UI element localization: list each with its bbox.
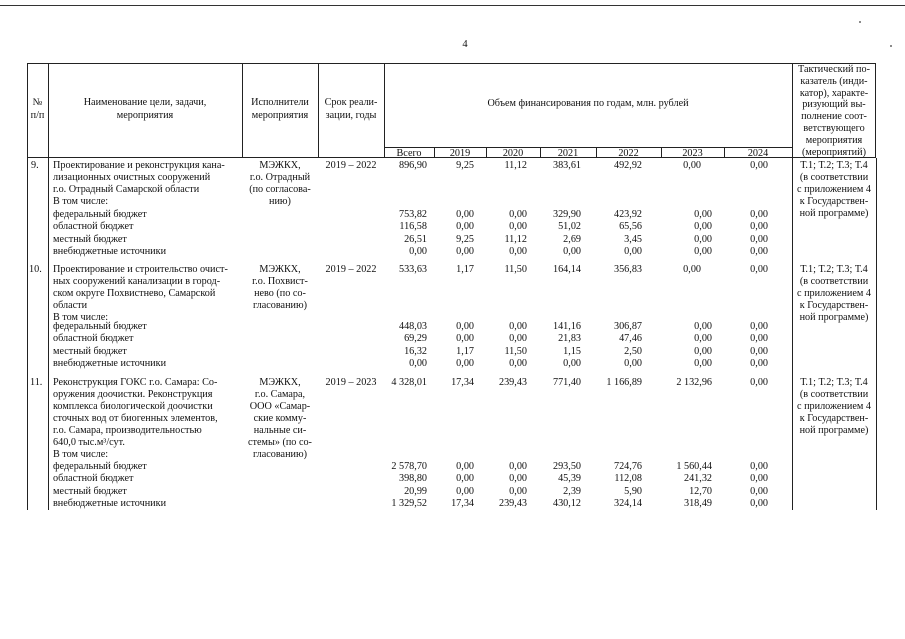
cell-2024: 0,00: [750, 246, 768, 258]
year-header-2023: 2023: [682, 148, 703, 159]
row-executor-line: стемы» (по со-: [248, 437, 312, 448]
row-title-line: ных сооружений канализации в город-: [53, 276, 221, 287]
col-header-period: Срок реали- зации, годы: [324, 97, 378, 121]
table-header: [27, 63, 876, 158]
col-header-indicator: Тактический по- казатель (инди- катор), характе- ризующий вы- полнение соот- ветствующего мероприятия (мероприятий): [798, 64, 870, 158]
cell-2023: 0,00: [683, 264, 701, 275]
row-executor-line: нево (по со-: [254, 288, 306, 299]
row-number: 9.: [31, 160, 39, 171]
cell-2020: 239,43: [498, 498, 527, 510]
row-title-line: комплекса биологической доочистки: [53, 401, 213, 412]
row-title-line: г.о. Самара, производительностью: [53, 425, 202, 436]
year-header-2019: 2019: [449, 148, 471, 159]
row-executor-line: МЭЖКХ,: [259, 160, 301, 171]
row-executor-line: МЭЖКХ,: [259, 377, 301, 388]
cell-total: 116,58: [399, 221, 427, 233]
cell-2024: 0,00: [750, 209, 768, 220]
cell-2022: 1 166,89: [606, 377, 642, 388]
cell-2023: 2 132,96: [676, 377, 712, 388]
cell-total: 26,51: [404, 233, 427, 245]
cell-2024: 0,00: [750, 377, 768, 388]
cell-2020: 0,00: [509, 321, 527, 332]
cell-2023: 0,00: [694, 345, 712, 357]
cell-2020: 0,00: [509, 358, 527, 370]
row-number: 11.: [30, 377, 43, 388]
cell-2024: 0,00: [750, 498, 768, 510]
row-executor-line: нальные си-: [253, 425, 307, 436]
cell-2021: 0,00: [563, 358, 581, 370]
year-header-2022: 2022: [618, 148, 639, 159]
row-indicator-line: с приложением 4: [797, 288, 871, 299]
source-label: областной бюджет: [53, 221, 134, 233]
cell-2023: 0,00: [694, 333, 712, 345]
cell-total: 533,63: [398, 264, 427, 275]
cell-2020: 0,00: [509, 461, 527, 472]
source-label: внебюджетные источники: [53, 246, 167, 258]
cell-2022: 0,00: [624, 358, 642, 370]
row-executor-line: ООО «Самар-: [249, 401, 311, 412]
cell-2024: 0,00: [750, 473, 768, 485]
year-header-2020: 2020: [502, 148, 524, 159]
cell-total: 16,32: [404, 345, 427, 357]
row-period: 2019 – 2022: [325, 160, 377, 171]
cell-2021: 0,00: [563, 246, 581, 258]
row-title-line: области: [53, 300, 88, 311]
cell-2021: 2,69: [563, 233, 581, 245]
cell-total: 896,90: [398, 160, 427, 171]
row-indicator-line: с приложением 4: [797, 401, 871, 412]
cell-2021: 51,02: [558, 221, 581, 233]
cell-2019: 0,00: [456, 209, 474, 220]
cell-2022: 2,50: [624, 345, 642, 357]
cell-2024: 0,00: [750, 485, 768, 497]
source-label: внебюджетные источники: [53, 498, 167, 510]
row-title-line: оружения доочистки. Реконструкция: [53, 389, 213, 400]
row-indicator-line: ной программе): [799, 425, 869, 436]
row-indicator-line: Т.1; Т.2; Т.3; Т.4: [800, 377, 868, 388]
row-executor-line: нию): [269, 196, 291, 207]
cell-2020: 11,50: [504, 264, 527, 275]
cell-2023: 0,00: [683, 160, 701, 171]
cell-total: 0,00: [409, 358, 427, 370]
col-divider: [384, 63, 385, 158]
cell-total: 753,82: [398, 209, 427, 220]
row-indicator-line: (в соответствии: [799, 172, 869, 183]
cell-2020: 0,00: [509, 221, 527, 233]
cell-2021: 2,39: [563, 485, 581, 497]
cell-2019: 0,00: [456, 246, 474, 258]
page-number: 4: [462, 39, 468, 50]
cell-2024: 0,00: [750, 333, 768, 345]
row-executor-line: (по согласова-: [249, 184, 311, 195]
cell-2023: 0,00: [694, 233, 712, 245]
cell-2019: 1,17: [456, 345, 474, 357]
cell-total: 69,29: [404, 333, 427, 345]
row-indicator-line: ной программе): [799, 208, 869, 219]
cell-2024: 0,00: [750, 345, 768, 357]
cell-2019: 0,00: [456, 461, 474, 472]
cell-2022: 5,90: [624, 485, 642, 497]
col-header-executors: Исполнители мероприятия: [251, 97, 309, 121]
cell-total: 0,00: [409, 246, 427, 258]
cell-total: 448,03: [398, 321, 427, 332]
source-label: федеральный бюджет: [53, 321, 147, 332]
row-title-line: ском округе Похвистнево, Самарской: [53, 288, 216, 299]
cell-2021: 293,50: [552, 461, 581, 472]
row-executor-line: г.о. Отрадный: [249, 172, 311, 183]
row-indicator-line: с приложением 4: [797, 184, 871, 195]
row-executor-line: МЭЖКХ,: [259, 264, 301, 275]
cell-total: 2 578,70: [391, 461, 427, 472]
cell-2022: 306,87: [613, 321, 642, 332]
cell-2021: 141,16: [552, 321, 581, 332]
row-indicator-line: (в соответствии: [799, 276, 869, 287]
col-header-financing: Объем финансирования по годам, млн. рублей: [487, 98, 689, 109]
cell-2021: 1,15: [563, 345, 581, 357]
row-title-line: г.о. Отрадный Самарской области: [53, 184, 200, 195]
row-title-line: сточных вод от биогенных элементов,: [53, 413, 218, 424]
row-indicator-line: (в соответствии: [799, 389, 869, 400]
cell-2019: 0,00: [456, 358, 474, 370]
cell-2021: 164,14: [552, 264, 581, 275]
cell-2024: 0,00: [750, 321, 768, 332]
cell-2023: 0,00: [694, 246, 712, 258]
row-number: 10.: [29, 264, 42, 275]
source-label: федеральный бюджет: [53, 209, 147, 220]
cell-2019: 0,00: [456, 473, 474, 485]
cell-2019: 0,00: [456, 321, 474, 332]
cell-2021: 45,39: [558, 473, 581, 485]
cell-2022: 492,92: [613, 160, 642, 171]
cell-2023: 12,70: [689, 485, 712, 497]
cell-2023: 318,49: [683, 498, 712, 510]
cell-2022: 423,92: [613, 209, 642, 220]
row-period: 2019 – 2023: [325, 377, 377, 388]
row-indicator-line: к Государствен-: [799, 300, 869, 311]
cell-2023: 241,32: [683, 473, 712, 485]
row-title-line: 640,0 тыс.м³/сут.: [53, 437, 125, 448]
row-executor-line: гласованию): [253, 300, 307, 311]
year-header-2024: 2024: [747, 148, 769, 159]
body-col-line: [48, 158, 49, 510]
cell-2020: 0,00: [509, 333, 527, 345]
cell-2019: 17,34: [451, 498, 474, 510]
row-subtitle: В том числе:: [53, 312, 109, 323]
row-indicator-line: Т.1; Т.2; Т.3; Т.4: [800, 264, 868, 275]
cell-2020: 0,00: [509, 485, 527, 497]
scan-speck: [859, 21, 861, 23]
cell-2019: 0,00: [456, 333, 474, 345]
row-indicator-line: к Государствен-: [799, 413, 869, 424]
row-title-line: Проектирование и строительство очист-: [53, 264, 228, 275]
cell-2023: 0,00: [694, 209, 712, 220]
cell-2024: 0,00: [750, 160, 768, 171]
cell-2020: 11,12: [504, 160, 527, 171]
cell-2019: 17,34: [451, 377, 474, 388]
row-title-line: лизационных очистных сооружений: [53, 172, 211, 183]
cell-2023: 0,00: [694, 221, 712, 233]
row-indicator-line: к Государствен-: [799, 196, 869, 207]
cell-total: 20,99: [404, 485, 427, 497]
cell-2022: 324,14: [613, 498, 642, 510]
row-indicator-line: ной программе): [799, 312, 869, 323]
cell-2020: 11,12: [504, 233, 527, 245]
cell-total: 1 329,52: [391, 498, 427, 510]
cell-2020: 11,50: [504, 345, 527, 357]
cell-2024: 0,00: [750, 221, 768, 233]
cell-2022: 112,08: [614, 473, 642, 485]
cell-2020: 239,43: [498, 377, 527, 388]
source-label: областной бюджет: [53, 333, 134, 345]
cell-total: 398,80: [398, 473, 427, 485]
row-executor-line: г.о. Похвист-: [252, 276, 308, 287]
row-executor-line: ские комму-: [253, 413, 307, 424]
cell-2022: 65,56: [619, 221, 642, 233]
cell-2021: 21,83: [558, 333, 581, 345]
source-label: местный бюджет: [53, 345, 127, 357]
row-executor-line: гласованию): [253, 449, 307, 460]
cell-total: 4 328,01: [391, 377, 427, 388]
cell-2021: 329,90: [552, 209, 581, 220]
cell-2020: 0,00: [509, 209, 527, 220]
cell-2022: 3,45: [624, 233, 642, 245]
cell-2024: 0,00: [750, 461, 768, 472]
col-header-name: Наименование цели, задачи, мероприятия: [83, 97, 207, 121]
scan-top-edge: [0, 5, 905, 6]
year-header-2021: 2021: [557, 148, 579, 159]
cell-2019: 9,25: [456, 233, 474, 245]
cell-2023: 0,00: [694, 321, 712, 332]
cell-2021: 771,40: [552, 377, 581, 388]
cell-2019: 9,25: [456, 160, 474, 171]
row-title-line: Реконструкция ГОКС г.о. Самара: Со-: [53, 377, 218, 388]
cell-2022: 47,46: [619, 333, 642, 345]
row-title-line: Проектирование и реконструкция кана-: [53, 160, 225, 171]
row-subtitle: В том числе:: [53, 449, 109, 460]
col-header-number: № п/п: [30, 97, 45, 121]
source-label: внебюджетные источники: [53, 358, 167, 370]
body-col-line: [27, 158, 28, 510]
cell-2024: 0,00: [750, 358, 768, 370]
source-label: областной бюджет: [53, 473, 134, 485]
cell-2022: 0,00: [624, 246, 642, 258]
cell-2019: 0,00: [456, 485, 474, 497]
scan-speck: [890, 45, 892, 47]
cell-2021: 383,61: [552, 160, 581, 171]
source-label: федеральный бюджет: [53, 461, 147, 472]
row-executor-line: г.о. Самара,: [254, 389, 306, 400]
cell-2020: 0,00: [509, 246, 527, 258]
cell-2023: 1 560,44: [676, 461, 712, 472]
cell-2022: 724,76: [613, 461, 642, 472]
row-indicator-line: Т.1; Т.2; Т.3; Т.4: [800, 160, 868, 171]
cell-2019: 1,17: [456, 264, 474, 275]
row-period: 2019 – 2022: [325, 264, 377, 275]
cell-2019: 0,00: [456, 221, 474, 233]
source-label: местный бюджет: [53, 485, 127, 497]
cell-2020: 0,00: [509, 473, 527, 485]
cell-2023: 0,00: [694, 358, 712, 370]
body-col-line: [876, 158, 877, 510]
source-label: местный бюджет: [53, 233, 127, 245]
row-subtitle: В том числе:: [53, 196, 109, 207]
cell-2024: 0,00: [750, 264, 768, 275]
cell-2022: 356,83: [613, 264, 642, 275]
cell-2024: 0,00: [750, 233, 768, 245]
year-header-total: Всего: [396, 148, 422, 159]
cell-2021: 430,12: [552, 498, 581, 510]
